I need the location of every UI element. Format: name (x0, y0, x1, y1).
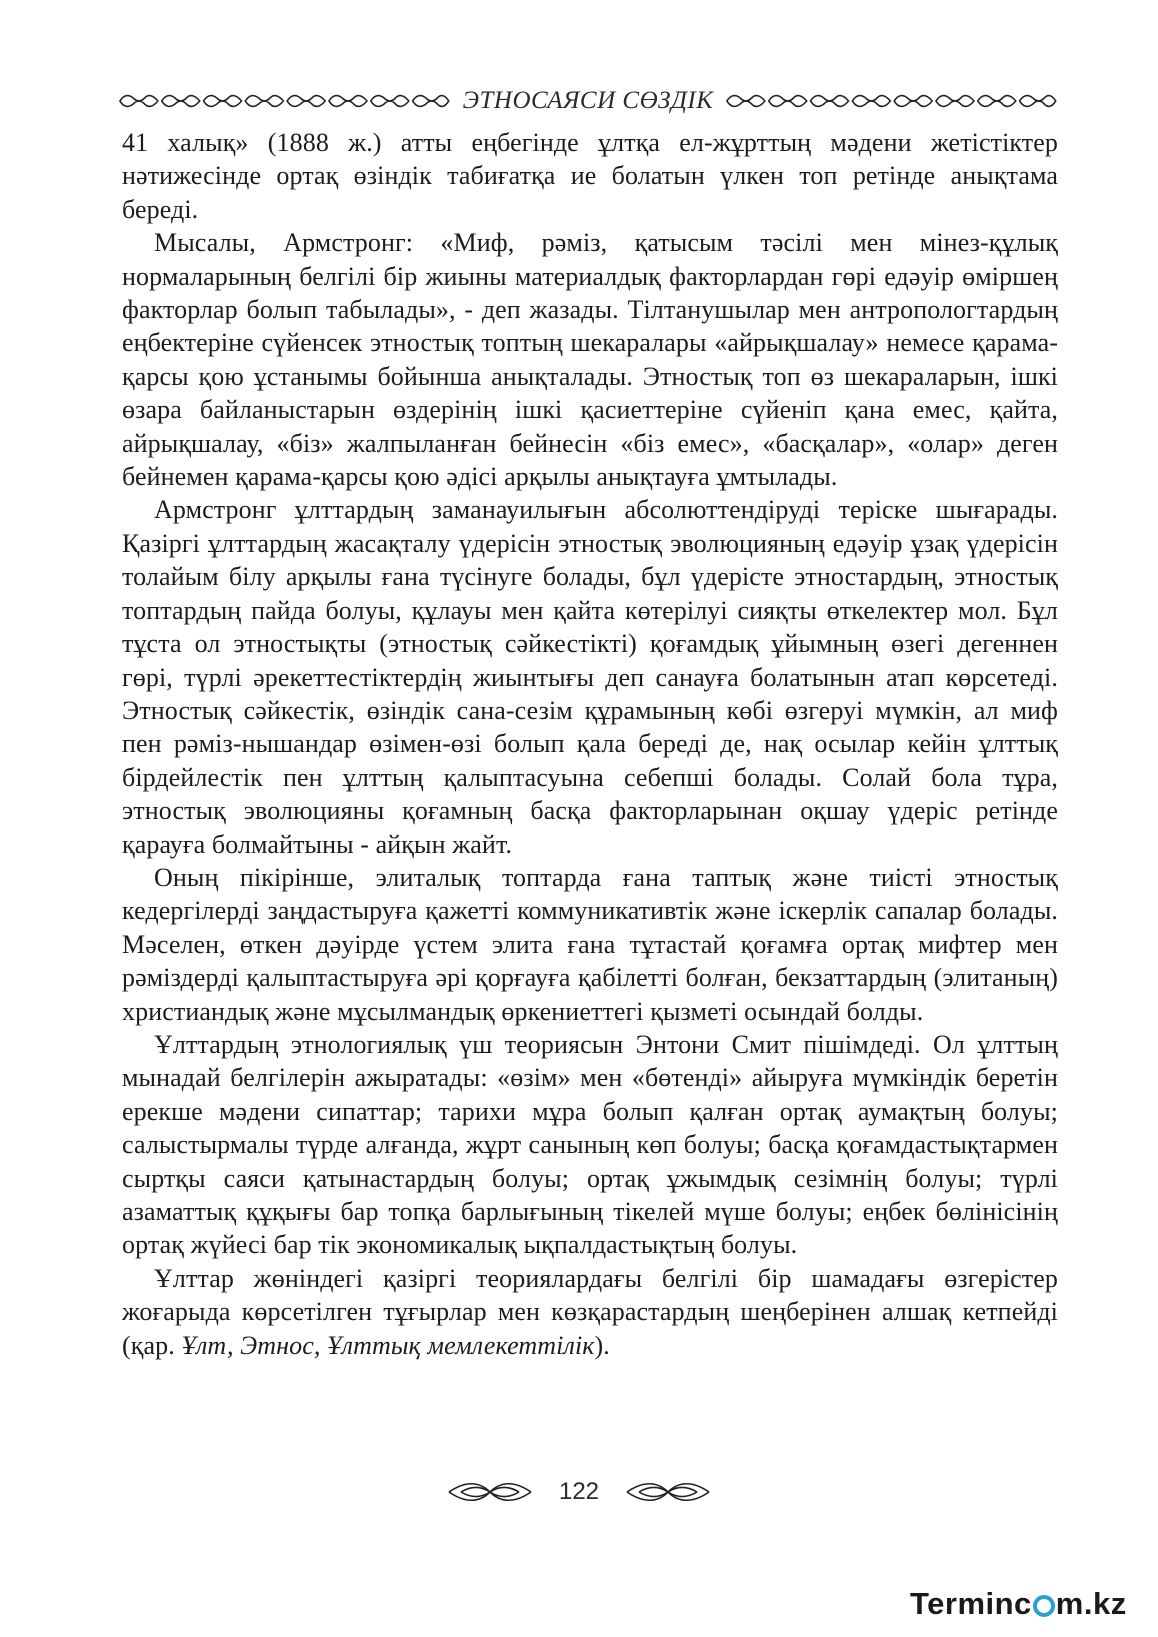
watermark-text-end: m.kz (1055, 1586, 1127, 1621)
header-title: ЭТНОСАЯСИ СӨЗДІК (462, 87, 714, 114)
paragraph-text: Ұлттар жөніндегі қазіргі теориялардағы белгілі бір шамадағы өзгерістер жоғарыда көрсетілген тұғырлар мен көзқарастардың шеңберінен алшақ кетпейді (қар. (122, 1263, 1058, 1360)
page-number: 122 (558, 1478, 600, 1505)
cross-reference-links: Ұлт, Этнос, Ұлттық мемлекеттілік (181, 1330, 595, 1360)
o-ring-icon (1033, 1595, 1055, 1617)
watermark-text-start: Terminc (910, 1586, 1032, 1621)
paragraph: Мысалы, Армстронг: «Миф, рәміз, қатысым тәсілі мен мінез-құлық нормаларының белгілі бір жиыны материалдық факторлардан гөрі едәуір өміршең факторлар болып табылады», - деп жазады. Тілтанушылар мен антропологтардың еңбектеріне сүйенсек этностық топтың шекаралары «айрықшалау» немесе қарама-қарсы қою ұстанымы бойынша анықталады. Этностық топ өз шекараларын, ішкі өзара байланыстарын өздерінің ішкі қасиеттеріне сүйеніп қана емес, қайта, айрықшалау, «біз» жалпыланған бейнесін «біз емес», «басқалар», «олар» деген бейнемен қарама-қарсы қою әдісі арқылы анықтауға ұмтылады. (122, 228, 1058, 492)
paragraph-close: ). (594, 1330, 610, 1360)
article-body (122, 126, 1058, 1362)
flourish-ornament-left (447, 1479, 533, 1505)
paragraph: Ұлттардың этнологиялық үш теориясын Энтони Смит пішімдеді. Ол ұлттың мынадай белгілерін ажыратады: «өзім» мен «бөтенді» айыруға мүмкіндік беретін ерекше мәдени сипаттар; тарихи мұра болып қалған ортақ аумақтың болуы; салыстырмалы түрде алғанда, жұрт санының көп болуы; басқа қоғамдастықтармен сыртқы саяси қатынастардың болуы; ортақ ұжымдық сезімнің болуы; түрлі азаматтық құқығы бар топқа барлығының тікелей мүше болуы; еңбек бөлінісінің ортақ жүйесі бар тік экономикалық ықпалдастықтың болуы. (122, 1029, 1058, 1260)
site-watermark (910, 1586, 1127, 1622)
paragraph: 41 халық» (1888 ж.) атты еңбегінде ұлтқа ел-жұрттың мәдени жетістіктер нәтижесінде ортақ өзіндік табиғатқа ие болатын үлкен топ ретінде анықтама береді. (122, 128, 1058, 224)
ornament-band-right (725, 90, 1058, 112)
paragraph: Оның пікірінше, элиталық топтарда ғана таптық және тиісті этностық кедергілерді заңдастыруға қажетті коммуникативтік және іскерлік сапалар болады. Мәселен, өткен дәуірде үстем элита ғана тұтастай қоғамға ортақ мифтер мен рәміздерді қалыптастыруға әрі қорғауға қабілетті болған, бекзаттардың (элитаның) христиандық және мұсылмандық өркениеттегі қызметі осындай болды. (122, 862, 1058, 1026)
flourish-ornament-right (625, 1479, 711, 1505)
page-footer (0, 1472, 1158, 1512)
running-header (118, 86, 1058, 116)
ornament-band-left (118, 90, 451, 112)
paragraph: Армстронг ұлттардың заманауилығын абсолюттендіруді теріске шығарады. Қазіргі ұлттардың жасақталу үдерісін этностық эволюцияның едәуір ұзақ үдерісін толайым білу арқылы ғана түсінуге болады, бұл үдерісте этностардың, этностық топтардың пайда болуы, құлауы мен қайта көтерілуі сияқты өткелектер мол. Бұл тұста ол этностықты (этностық сәйкестікті) қоғамдық ұйымның өзегі дегеннен гөрі, түрлі әрекеттестіктердің жиынтығы деп санауға болатынын атап көрсетеді. Этностық сәйкестік, өзіндік сана-сезім құрамының көбі өзгеруі мүмкін, ал миф пен рәміз-нышандар өзімен-өзі болып қала береді де, нақ осылар кейін ұлттық бірдейлестік пен ұлттың қалыптасуына себепші болады. Солай бола тұра, этностық эволюцияны қоғамның басқа факторларынан оқшау үдеріс ретінде қарауға болмайтыны - айқын жайт. (122, 495, 1058, 859)
paragraph-last (122, 1262, 1058, 1362)
